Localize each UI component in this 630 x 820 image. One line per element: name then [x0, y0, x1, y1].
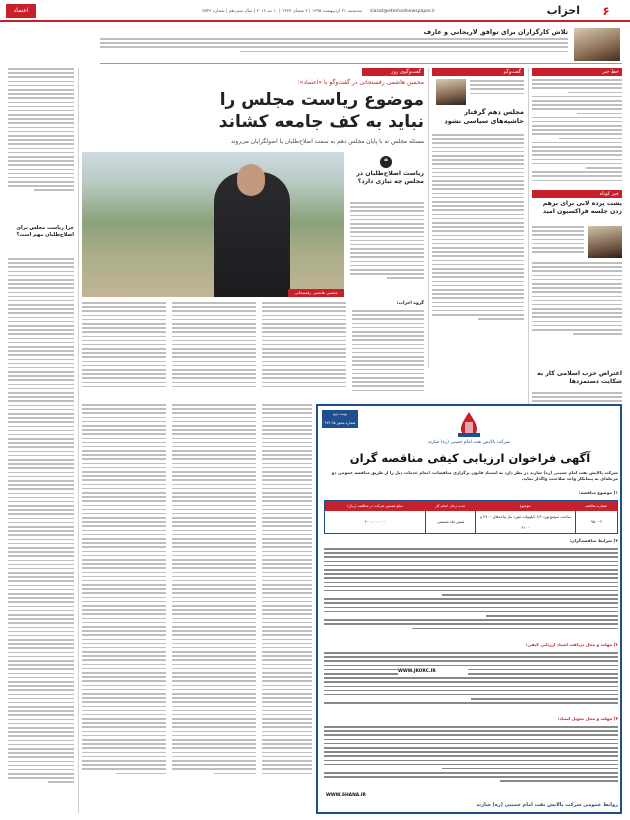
main-subhead: مسئله مجلس نه با پایان مجلس دهم به سمت اصلاح‌طلبان یا اصولگرایان می‌روند	[230, 139, 424, 145]
ad-footer: روابط عمومی شرکت پالایش نفت امام خمینی (ره) شازند	[476, 802, 618, 808]
th-guarantee: مبلغ تضمین شرکت در مناقصه (ریال)	[347, 504, 403, 508]
td-subject: ساخت سوئیچ‌بورد ۶/۶ کیلوولت مورد نیاز واحدهای ۲۷۰۰ و ۳۱۰۰	[475, 511, 575, 533]
continuation-col-c	[262, 404, 312, 814]
main-headline-1: موضوع ریاست مجلس را	[219, 90, 424, 110]
ad-badge	[322, 410, 358, 428]
ad-company: شرکت پالایش نفت امام خمینی (ره) شازند	[428, 440, 510, 445]
ad-section-1: ۱) موضوع مناقصه:	[578, 490, 618, 495]
ad-badge-line1: نوبت دوم	[332, 412, 348, 416]
main-headline-2: نباید به کف جامعه کشاند	[218, 112, 424, 132]
middle-intro	[470, 80, 524, 104]
page-header	[0, 0, 630, 22]
ad-deadline	[324, 652, 618, 712]
tender-ad	[316, 404, 622, 814]
right-short-label: خبر کوتاه	[532, 190, 622, 198]
middle-photo	[436, 79, 466, 105]
middle-headline: مجلس دهم گرفتار حاشیه‌های سیاسی نشود	[444, 108, 524, 125]
main-byline: گروه احزاب:	[396, 301, 424, 306]
ad-section-3: ۳) مهلت و محل دریافت اسناد ارزیابی کیفی:	[525, 642, 618, 647]
top-story-photo	[574, 28, 620, 61]
main-col-2	[262, 302, 346, 402]
left-column	[8, 68, 74, 813]
th-number: شماره مناقصه	[585, 504, 607, 508]
top-story	[100, 26, 622, 64]
ad-logo	[454, 410, 484, 440]
td-number: ۹۵-۰۰۲	[575, 511, 617, 533]
middle-body	[432, 134, 524, 368]
right-headline-3: اعتراض حزب اسلامی کار به شکایت دستمزدها	[537, 370, 622, 385]
main-col-4	[82, 302, 166, 402]
quote-box	[350, 156, 424, 296]
th-duration: مدت زمان انجام کار	[434, 504, 466, 508]
section-title: احزاب	[546, 4, 580, 17]
ad-section-2: ۲) شرایط مناقصه‌گران:	[569, 538, 618, 543]
ad-section-4: ۴) مهلت و محل تحویل اسناد:	[557, 716, 618, 721]
ad-table	[324, 500, 618, 534]
top-story-title: تلاش کارگزاران برای توافق لاریجانی و عارف	[423, 28, 568, 36]
continuation-col-b	[82, 404, 166, 814]
ad-website-1[interactable]: WWW.JKORC.IR	[398, 668, 468, 675]
main-story-label: گفت‌وگوی روز	[362, 68, 424, 76]
divider	[428, 68, 429, 368]
left-body-top	[8, 68, 74, 223]
td-guarantee: ۲۰۰،۰۰۰،۰۰۰	[364, 519, 386, 524]
ad-title: آگهی فراخوان ارزیابی کیفی مناقصه گران	[349, 451, 591, 465]
ad-badge-line2: شماره مجوز ۹۵-۴۷۲	[324, 421, 356, 425]
continuation-col-a	[172, 404, 256, 814]
divider	[78, 68, 79, 813]
left-body	[8, 258, 74, 813]
ad-intro: شرکت پالایش نفت امام خمینی (ره) شازند در نظر دارد به استناد قانون برگزاری مناقصات، انجام خدمات ذیل را از طریق مناقصه عمومی دو مرحله‌ای به پیمانکار واجد صلاحیت واگذار نماید.	[331, 470, 618, 481]
photo-face	[237, 164, 265, 196]
middle-tag: گفت‌وگو	[432, 68, 524, 76]
website[interactable]: siasat@etemadnewspaper.ir	[370, 9, 436, 14]
right-headline-2: پشت پرده لابی برای برهم زدن جلسه فراکسیون امید	[542, 200, 622, 215]
quote-body	[350, 202, 424, 296]
right-box-label: خط خبر	[532, 68, 622, 76]
td-duration: شش ماه شمسی	[425, 511, 475, 533]
th-subject: موضوع	[519, 504, 531, 508]
main-story	[82, 68, 424, 402]
ad-website-2[interactable]: WWW.SHANA.IR	[326, 793, 366, 798]
top-story-body	[100, 38, 568, 62]
date-line: سه‌شنبه ۲۱ اردیبهشت ۱۳۹۵ | ۳ شعبان ۱۴۳۷ | ۱۰ مه ۲۰۱۶ | سال سیزدهم | شماره ۳۵۴۶	[202, 9, 362, 14]
right-body-2b	[532, 262, 622, 372]
logo: اعتماد	[6, 4, 36, 18]
right-body-2	[532, 226, 584, 258]
oil-logo-icon	[454, 410, 484, 440]
middle-column	[432, 68, 524, 368]
sidebar-quote: ریاست اصلاح‌طلبان در مجلس چه نیازی دارد؟	[356, 170, 424, 185]
ad-delivery	[324, 726, 618, 790]
ad-table-row	[325, 511, 617, 533]
main-kicker: محسن هاشمی رفسنجانی در گفت‌وگو با «اعتماد»:	[297, 79, 424, 86]
page-number: ۶	[602, 4, 610, 18]
ad-conditions	[324, 548, 618, 640]
main-photo	[82, 152, 344, 297]
main-col-3	[172, 302, 256, 402]
right-news-list	[532, 79, 622, 199]
left-headline: چرا ریاست مجلس برای اصلاح‌طلبان مهم است؟	[16, 225, 74, 238]
quote-icon: ❝	[380, 156, 392, 168]
right-photo	[588, 226, 622, 258]
main-col-1	[352, 310, 424, 402]
ad-table-header	[325, 501, 617, 511]
photo-caption: محسن هاشمی رفسنجانی	[288, 289, 344, 297]
